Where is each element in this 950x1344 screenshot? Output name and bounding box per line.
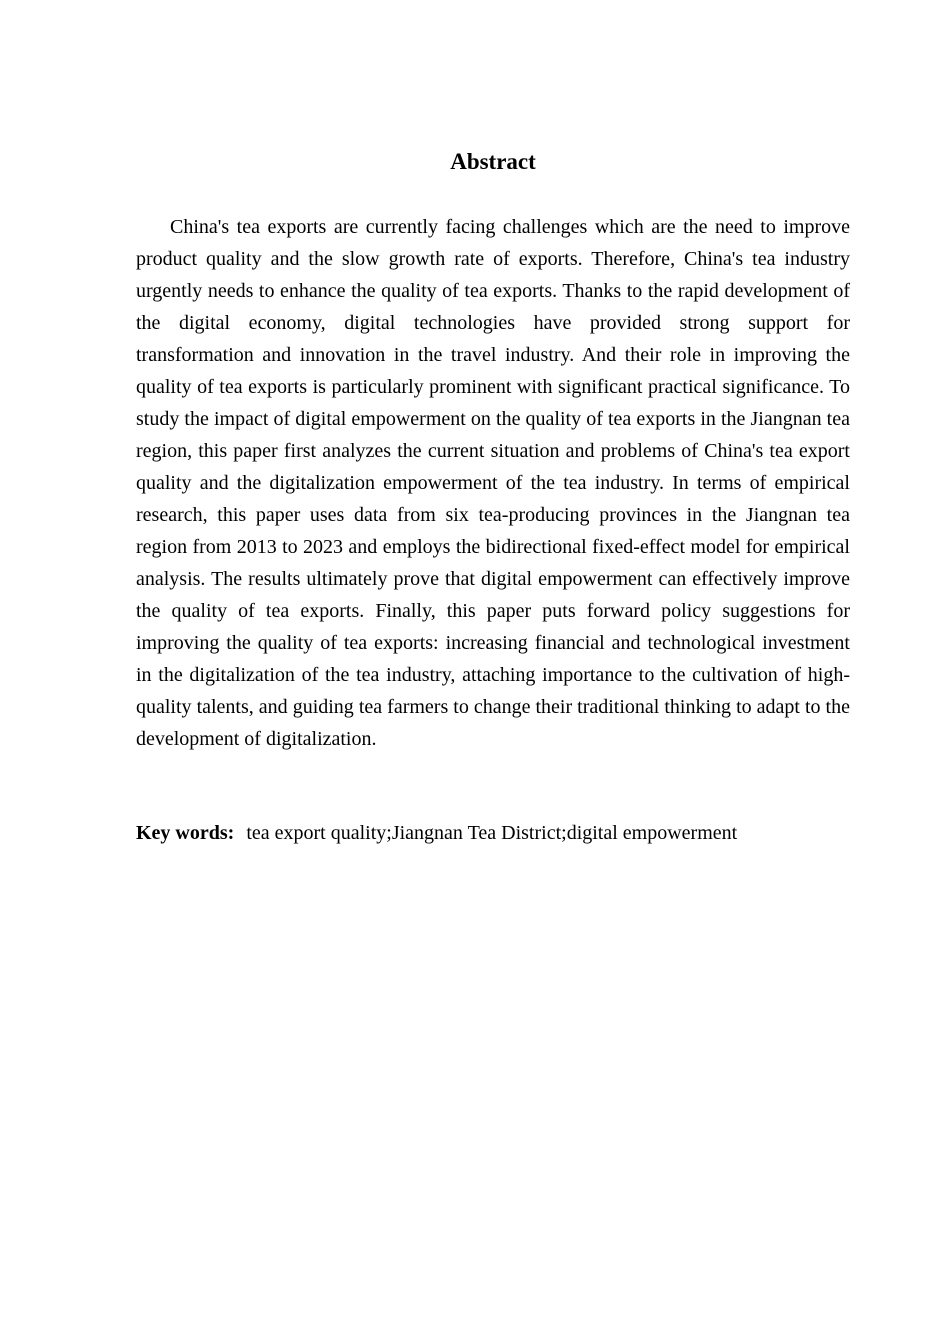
keywords-label: Key words:: [136, 822, 235, 844]
keywords-text: tea export quality;Jiangnan Tea District;digital empowerment: [246, 822, 738, 844]
abstract-title: Abstract: [450, 149, 536, 174]
keywords-line: [136, 817, 850, 849]
abstract-body: China's tea exports are currently facing challenges which are the need to improve product quality and the slow growth rate of exports. Therefore, China's tea industry urgently needs to enhance the quality of tea exports. Thanks to the rapid development of the digital economy, digital technologies have provided strong support for transformation and innovation in the travel industry. And their role in improving the quality of tea exports is particularly prominent with significant practical significance. To study the impact of digital empowerment on the quality of tea exports in the Jiangnan tea region, this paper first analyzes the current situation and problems of China's tea export quality and the digitalization empowerment of the tea industry. In terms of empirical research, this paper uses data from six tea-producing provinces in the Jiangnan tea region from 2013 to 2023 and employs the bidirectional fixed-effect model for empirical analysis. The results ultimately prove that digital empowerment can effectively improve the quality of tea exports. Finally, this paper puts forward policy suggestions for improving the quality of tea exports: increasing financial and technological investment in the digitalization of the tea industry, attaching importance to the cultivation of high-quality talents, and guiding tea farmers to change their traditional thinking to adapt to the development of digitalization.: [136, 216, 850, 750]
